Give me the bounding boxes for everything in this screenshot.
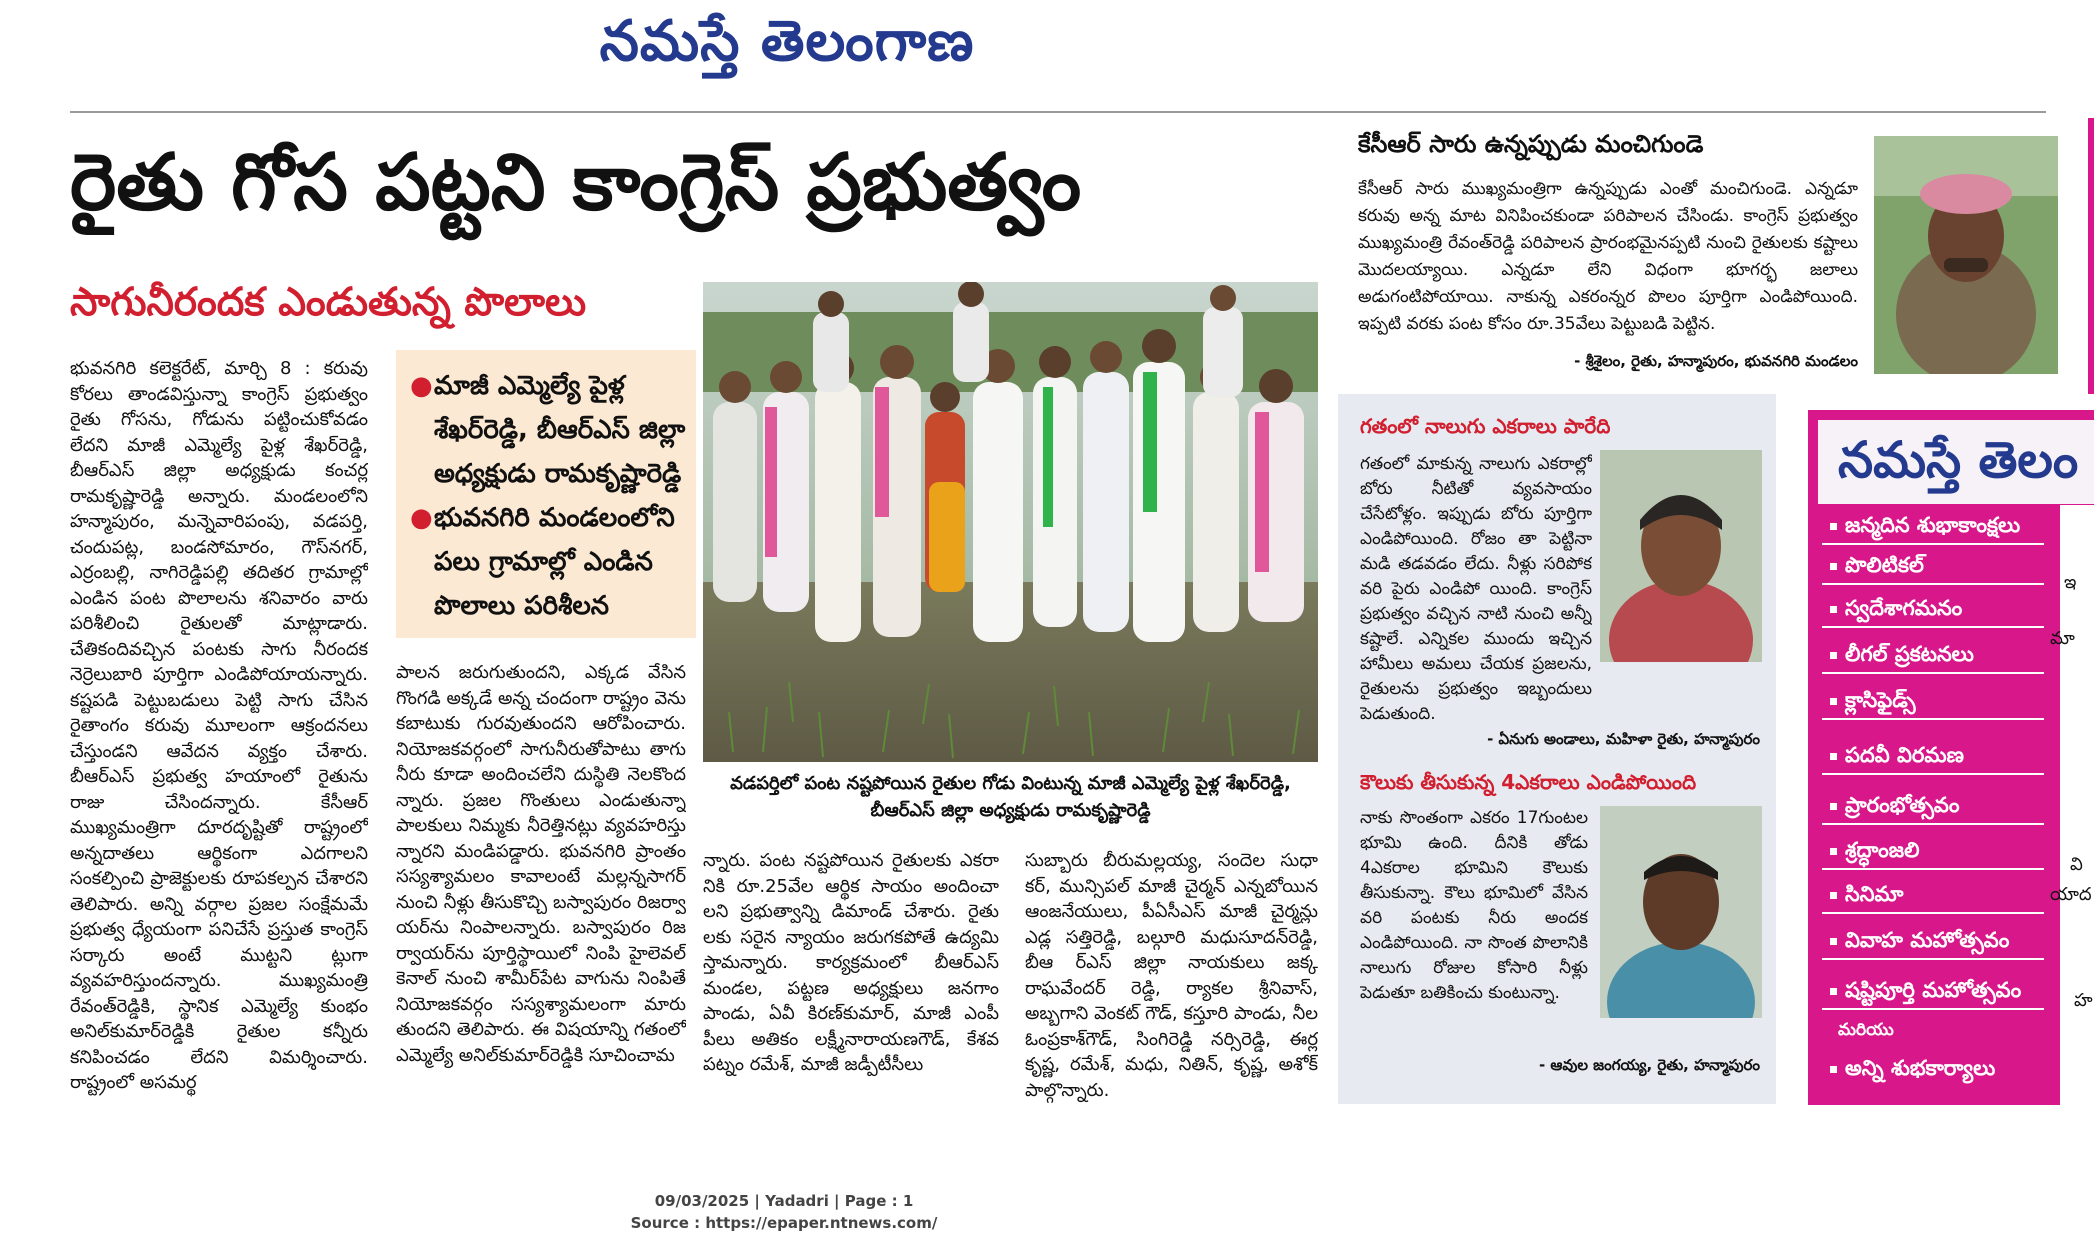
ad-edge-strip	[2088, 118, 2094, 394]
ad-item: జన్మదిన శుభాకాంక్షలు	[1822, 505, 2044, 545]
article-column-4	[1025, 848, 1318, 1108]
highlights-box	[396, 350, 696, 638]
article-column-2	[396, 660, 686, 1100]
ad-item: స్వదేశాగమనం	[1822, 588, 2044, 628]
ad-peek-text: ఇ	[2064, 572, 2077, 593]
farmer-portrait-2	[1600, 450, 1762, 662]
article-text: సుబ్బారు బీరుమల్లయ్య, సందెల సుధా కర్, మున్సిపల్ మాజీ చైర్మన్ ఎన్నబోయిన ఆంజనేయులు, పీఏసీఎస్ మాజీ చైర్మన్లు ఎడ్ల సత్తిరెడ్డి, బల్గూరి మధుసూదన్‌రెడ్డి, బీఆ ర్ఎస్ జిల్లా నాయకులు జక్క రాఘవేందర్ రెడ్డి, ర్యాకల శ్రీనివాస్, అబ్బగాని వెంకట్ గౌడ్, కస్తూరి పాండు, నీల ఓంప్రకాశ్‌గౌడ్, సింగిరెడ్డి నర్సిరెడ్డి, ఈర్ల కృష్ణ, రమేశ్, మధు, నితిన్, కృష్ణ, అశోక్ పాల్గొన్నారు.	[1025, 850, 1318, 1101]
ad-peek-text: వి	[2070, 854, 2083, 875]
article-text: పాలన జరుగుతుందని, ఎక్కడ వేసిన గొంగడి అక్కడే అన్న చందంగా రాష్ట్రం వెను కబాటుకు గురవుతుందని ఆరోపించారు. నియోజకవర్గంలో సాగునీరుతోపాటు తాగు నీరు కూడా అందించలేని దుస్థితి నెలకొంద న్నారు. ప్రజల గొంతులు ఎండుతున్నా పాలకులు నిమ్మకు నీరెత్తినట్లు వ్యవహరిస్తు న్నారని మండిపడ్డారు. భువనగిరి ప్రాంతం సస్యశ్యామలం కావాలంటే మల్లన్నసాగర్ నుంచి నీళ్లు తీసుకొచ్చి బస్వాపురం రిజర్వా యర్‌ను నింపాలన్నారు. బస్వాపురం రిజ ర్వాయర్‌ను పూర్తిస్థాయిలో నింపి హైలెవల్ కెనాల్ నుంచి శామీర్‌పేట వాగును నింపితే నియోజకవర్గం సస్యశ్యామలంగా మారు తుందని తెలిపారు. ఈ విషయాన్ని గతంలో ఎమ్మెల్యే అనిల్‌కుమార్‌రెడ్డికి సూచించామ	[396, 662, 686, 1066]
ad-item: పొలిటికల్	[1822, 545, 2044, 585]
field-inspection-illustration	[703, 282, 1318, 762]
ad-item: లీగల్ ప్రకటనలు	[1822, 634, 2044, 674]
bullet-icon: ●	[410, 371, 433, 401]
side-story-3-heading: కౌలుకు తీసుకున్న 4ఎకరాలు ఎండిపోయింది	[1360, 770, 1697, 794]
ad-item: ప్రారంభోత్సవం	[1822, 785, 2044, 825]
woman-portrait-illustration	[1600, 450, 1762, 662]
article-text: భువనగిరి కలెక్టరేట్, మార్చి 8 : కరువు కోరలు తాండవిస్తున్నా కాంగ్రెస్ ప్రభుత్వం రైతు గోసను, గోడును పట్టించుకోవడం లేదని మాజీ ఎమ్మెల్యే పైళ్ల శేఖర్‌రెడ్డి, బీఆర్ఎస్ జిల్లా అధ్యక్షుడు కంచర్ల రామకృష్ణారెడ్డి అన్నారు. మండలంలోని హన్మాపురం, మన్నెవారిపంపు, వడపర్తి, చందుపట్ల, బండసోమారం, గౌస్‌నగర్, ఎర్రంబల్లి, నాగిరెడ్డిపల్లి తదితర గ్రామాల్లో ఎండిన పంట పొలాలను శనివారం వారు పరిశీలించి రైతులతో మాట్లాడారు. చేతికందివచ్చిన పంటకు సాగు నీరందక నెర్రెలుబారి పూర్తిగా ఎండిపోయాయన్నారు. కష్టపడి పెట్టుబడులు పెట్టి సాగు చేసిన రైతాంగం కరువు మూలంగా ఆక్రందనలు చేస్తుండని ఆవేదన వ్యక్తం చేశారు. బీఆర్ఎస్ ప్రభుత్వ హయాంలో రైతును రాజు చేసిందన్నారు. కేసీఆర్ ముఖ్యమంత్రిగా దూరదృష్టితో రాష్ట్రంలో అన్నదాతలు ఆర్థికంగా ఎదగాలని సంకల్పించి ప్రాజెక్టులకు రూపకల్పన చేశారని తెలిపారు. అన్ని వర్గాల ప్రజల సంక్షేమమే ప్రభుత్వ ధ్యేయంగా పనిచేసే ప్రస్తుత కాంగ్రెస్ సర్కారు అంటే ముట్టని ట్లుగా వ్యవహరిస్తుందన్నారు. ముఖ్యమంత్రి రేవంత్‌రెడ్డికి, స్థానిక ఎమ్మెల్యే కుంభం అనిల్‌కుమార్‌రెడ్డికి రైతుల కన్నీరు కనిపించడం లేదని విమర్శించారు. రాష్ట్రంలో అసమర్థ	[70, 358, 368, 1093]
farmers-field-photo	[703, 282, 1318, 762]
side-story-1-heading: కేసీఆర్ సారు ఉన్నప్పుడు మంచిగుండె	[1358, 130, 1704, 158]
ad-item: వివాహ మహోత్సవం	[1822, 920, 2044, 960]
highlight-item: ● మాజీ ఎమ్మెల్యే పైళ్ల శేఖర్‌రెడ్డి, బీఆర్ఎస్ జిల్లా అధ్యక్షుడు రామకృష్ణారెడ్డి	[406, 364, 686, 496]
ad-item: శ్రద్ధాంజలి	[1822, 830, 2044, 870]
photo-caption: వడపర్తిలో పంట నష్టపోయిన రైతుల గోడు వింటున్న మాజీ ఎమ్మెల్యే పైళ్ల శేఖర్‌రెడ్డి, బీఆర్ఎస్ జిల్లా అధ్యక్షుడు రామకృష్ణారెడ్డి	[730, 773, 1291, 821]
main-headline: రైతు గోస పట్టని కాంగ్రెస్ ప్రభుత్వం	[70, 138, 1082, 228]
masthead: నమస్తే తెలంగాణ	[599, 8, 975, 74]
ad-peek-text: యాద	[2050, 884, 2092, 905]
ad-item: సినిమా	[1822, 874, 2044, 914]
ad-item: షష్టిపూర్తి మహోత్సవం	[1822, 970, 2044, 1010]
masthead-divider	[70, 111, 2046, 113]
edition-info: 09/03/2025 | Yadadri | Page : 1	[654, 1192, 914, 1210]
man-portrait-illustration	[1600, 806, 1762, 1018]
side-story-2-heading: గతంలో నాలుగు ఎకరాలు పారేది	[1360, 414, 1611, 438]
ad-item: పదవీ విరమణ	[1822, 735, 2044, 775]
ad-item: అన్ని శుభకార్యాలు	[1822, 1048, 2044, 1088]
source-link[interactable]: Source : https://epaper.ntnews.com/	[630, 1214, 938, 1232]
farmer-portrait-3	[1600, 806, 1762, 1018]
ad-peek-text: మా	[2050, 628, 2075, 649]
ad-peek-text: హ	[2074, 990, 2093, 1011]
farmer-portrait-1	[1874, 136, 2058, 374]
ad-item: క్లాసిఫైడ్స్	[1822, 680, 2044, 720]
side-story-3-body: నాకు సొంతంగా ఎకరం 17గుంటల భూమి ఉంది. దీనికి తోడు 4ఎకరాల భూమిని కౌలుకు తీసుకున్నా. కౌలు భూమిలో వేసిన వరి పంటకు నీరు అందక ఎండిపోయింది. నా సొంత పొలానికి నాలుగు రోజుల కోసారి నీళ్లు పెడుతూ బతికించు కుంటున్నా.	[1360, 808, 1588, 1003]
article-text: న్నారు. పంట నష్టపోయిన రైతులకు ఎకరా నికి రూ.25వేల ఆర్థిక సాయం అందించా లని ప్రభుత్వాన్ని డిమాండ్ చేశారు. రైతు లకు సరైన న్యాయం జరుగకపోతే ఉద్యమి స్తామన్నారు. కార్యక్రమంలో బీఆర్ఎస్ మండల, పట్టణ అధ్యక్షులు జనగాం పాండు, ఏవీ కిరణ్‌కుమార్, మాజీ ఎంపీ పీలు అతికం లక్ష్మీనారాయణగౌడ్, కేశవ పట్నం రమేశ్, మాజీ జడ్పీటీసీలు	[703, 850, 999, 1075]
article-column-3	[703, 848, 999, 1108]
man-portrait-illustration	[1874, 136, 2058, 374]
ad-connector: మరియు	[1838, 1020, 1894, 1040]
side-story-1-byline: - శ్రీశైలం, రైతు, హన్మాపురం, భువనగిరి మండలం	[1574, 352, 1858, 370]
ad-title: నమస్తే తెలం	[1838, 430, 2079, 489]
main-subheadline: సాగునీరందక ఎండుతున్న పొలాలు	[70, 280, 587, 325]
article-column-1	[70, 356, 368, 1116]
side-story-3-byline: - ఆవుల జంగయ్య, రైతు, హన్మాపురం	[1538, 1056, 1760, 1074]
bullet-icon: ●	[410, 503, 433, 533]
side-story-2-body: గతంలో మాకున్న నాలుగు ఎకరాల్లో బోరు నీటితో వ్యవసాయం చేసేటోళ్లం. ఇప్పుడు బోరు పూర్తిగా ఎండిపోయింది. రోజం తా పెట్టినా మడి తడవడం లేదు. నీళ్లు సరిపోక వరి పైరు ఎండిపో యింది. కాంగ్రెస్ ప్రభుత్వం వచ్చిన నాటి నుంచి అన్నీ కష్టాలే. ఎన్నికల ముందు ఇచ్చిన హామీలు అమలు చేయక ప్రజలను, రైతులను ప్రభుత్వం ఇబ్బందులు పెడుతుంది.	[1360, 454, 1592, 724]
side-story-1-body: కేసీఆర్ సారు ముఖ్యమంత్రిగా ఉన్నప్పుడు ఎంతో మంచిగుండె. ఎన్నడూ కరువు అన్న మాట వినిపించకుండా పరిపాలన చేసిండు. కాంగ్రెస్ ప్రభుత్వం ముఖ్యమంత్రి రేవంత్‌రెడ్డి పరిపాలన ప్రారంభమైనప్పటి నుంచి రైతులకు కష్టాలు మొదలయ్యాయి. ఎన్నడూ లేని విధంగా భూగర్భ జలాలు అడుగంటిపోయాయి. నాకున్న ఎకరంన్నర పొలం పూర్తిగా ఎండిపోయింది. ఇప్పటి వరకు పంట కోసం రూ.35వేలు పెట్టుబడి పెట్టిన.	[1358, 179, 1858, 334]
side-story-2-byline: - ఏనుగు అండాలు, మహిళా రైతు, హన్మాపురం	[1487, 730, 1760, 748]
highlight-item: ● భువనగిరి మండలంలోని పలు గ్రామాల్లో ఎండిన పొలాలు పరిశీలన	[406, 496, 686, 628]
